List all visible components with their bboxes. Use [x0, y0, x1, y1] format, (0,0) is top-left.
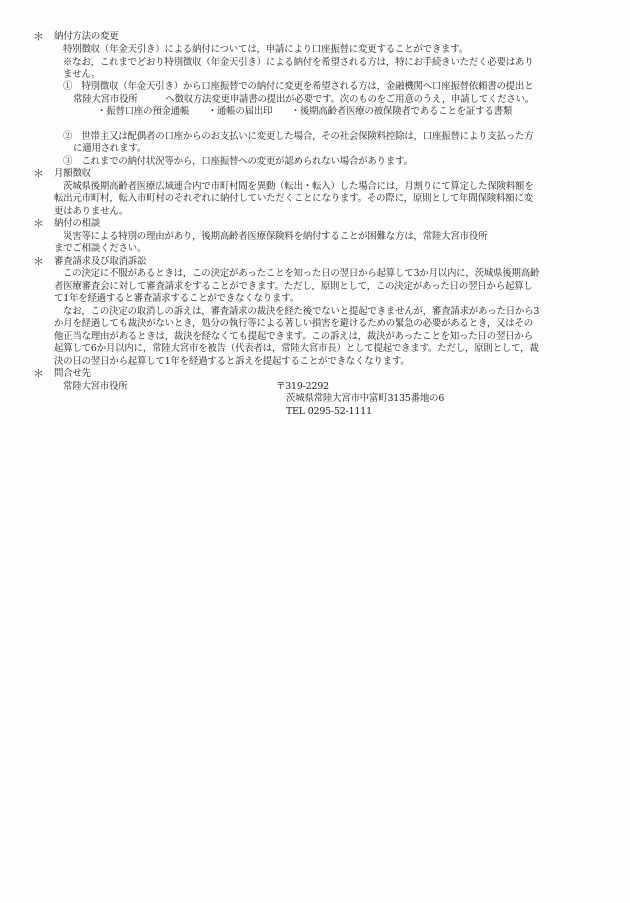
contact-office-name: 常陸大宮市役所 [63, 381, 128, 392]
section-bullet: ＊ [33, 217, 44, 230]
paragraph-line: 転出元市町村，転入市町村のそれぞれに納付していただくことになります。その際に，原則として年間保険料額に変 [54, 193, 533, 204]
section-bullet: ＊ [33, 167, 44, 180]
paragraph-line: 特別徴収（年金天引き）による納付については，申請により口座振替に変更することができます。 [63, 44, 468, 55]
paragraph-line: 災害等による特別の理由があり，後期高齢者医療保険料を納付することが困難な方は，常陸大宮市役所 [63, 231, 488, 242]
paragraph-line: 他正当な理由があるときは，裁決を経なくても提起できます。この訴えは，裁決があったことを知った日の翌日から [54, 331, 533, 342]
paragraph-line: この決定に不服があるときは，この決定があったことを知った日の翌日から起算して3か月以内に，茨城県後期高齢 [63, 268, 540, 279]
required-documents: ・振替口座の預金通帳 ・通帳の届出印 ・後期高齢者医療の被保険者であることを証する書類 [97, 106, 513, 117]
paragraph-line: ません。 [63, 69, 101, 80]
section-heading-appeal-litigation: 審査請求及び取消訴訟 [54, 256, 147, 267]
list-item-1: ① 特別徴収（年金天引き）から口座振替での納付に変更を希望される方は，金融機関へ口座振替依頼書の提出と [63, 81, 534, 92]
section-heading-contact: 問合せ先 [54, 368, 91, 379]
paragraph-line: 者医療審査会に対して審査請求をすることができます。ただし，原則として，この決定があった日の翌日から起算し [54, 281, 533, 292]
section-heading-monthly-collection: 月額徴収 [54, 168, 91, 179]
paragraph-line: か月を経過しても裁決がないとき，処分の執行等による著しい損害を避けるための緊急の必要があるとき，又はその [54, 318, 533, 329]
section-bullet: ＊ [33, 367, 44, 380]
paragraph-line: ※なお，これまでどおり特別徴収（年金天引き）による納付を希望される方は，特にお手続きいただく必要はあり [63, 57, 534, 68]
paragraph-line: 決の日の翌日から起算して1年を経過すると訴えを提起することができなくなります。 [54, 356, 410, 367]
paragraph-line: 茨城県後期高齢者医療広域連合内で市町村間を異動（転出・転入）した場合には，月割りにて算定した保険料額を [63, 181, 534, 192]
paragraph-line: なお，この決定の取消しの訴えは，審査請求の裁決を経た後でないと提起できませんが，審査請求があった日から3 [63, 306, 540, 317]
paragraph-line: て1年を経過すると審査請求することができなくなります。 [54, 293, 299, 304]
section-heading-consultation: 納付の相談 [54, 218, 101, 229]
contact-address: 茨城県常陸大宮市中富町3135番地の6 [286, 393, 445, 404]
list-item-2-cont: に適用されます。 [73, 143, 147, 154]
section-heading-payment-method: 納付方法の変更 [54, 31, 119, 42]
list-item-2: ② 世帯主又は配偶者の口座からのお支払いに変更した場合，その社会保険料控除は，口座振替により支払った方 [63, 131, 534, 142]
section-bullet: ＊ [33, 30, 44, 43]
list-item-1-cont: 常陸大宮市役所 へ徴収方法変更申請書の提出が必要です。次のものをご用意のうえ，申請してください。 [73, 94, 535, 105]
paragraph-line: 更はありません。 [54, 206, 129, 217]
list-item-3: ③ これまでの納付状況等から，口座振替への変更が認められない場合があります。 [63, 156, 413, 167]
paragraph-line: までご相談ください。 [54, 243, 147, 254]
paragraph-line: 起算して6か月以内に，常陸大宮市を被告（代表者は，常陸大宮市長）として提起できます。ただし，原則として，裁 [54, 343, 539, 354]
contact-postal-code: 〒319-2292 [276, 381, 329, 392]
contact-phone: TEL 0295-52-1111 [286, 406, 372, 417]
section-bullet: ＊ [33, 255, 44, 268]
